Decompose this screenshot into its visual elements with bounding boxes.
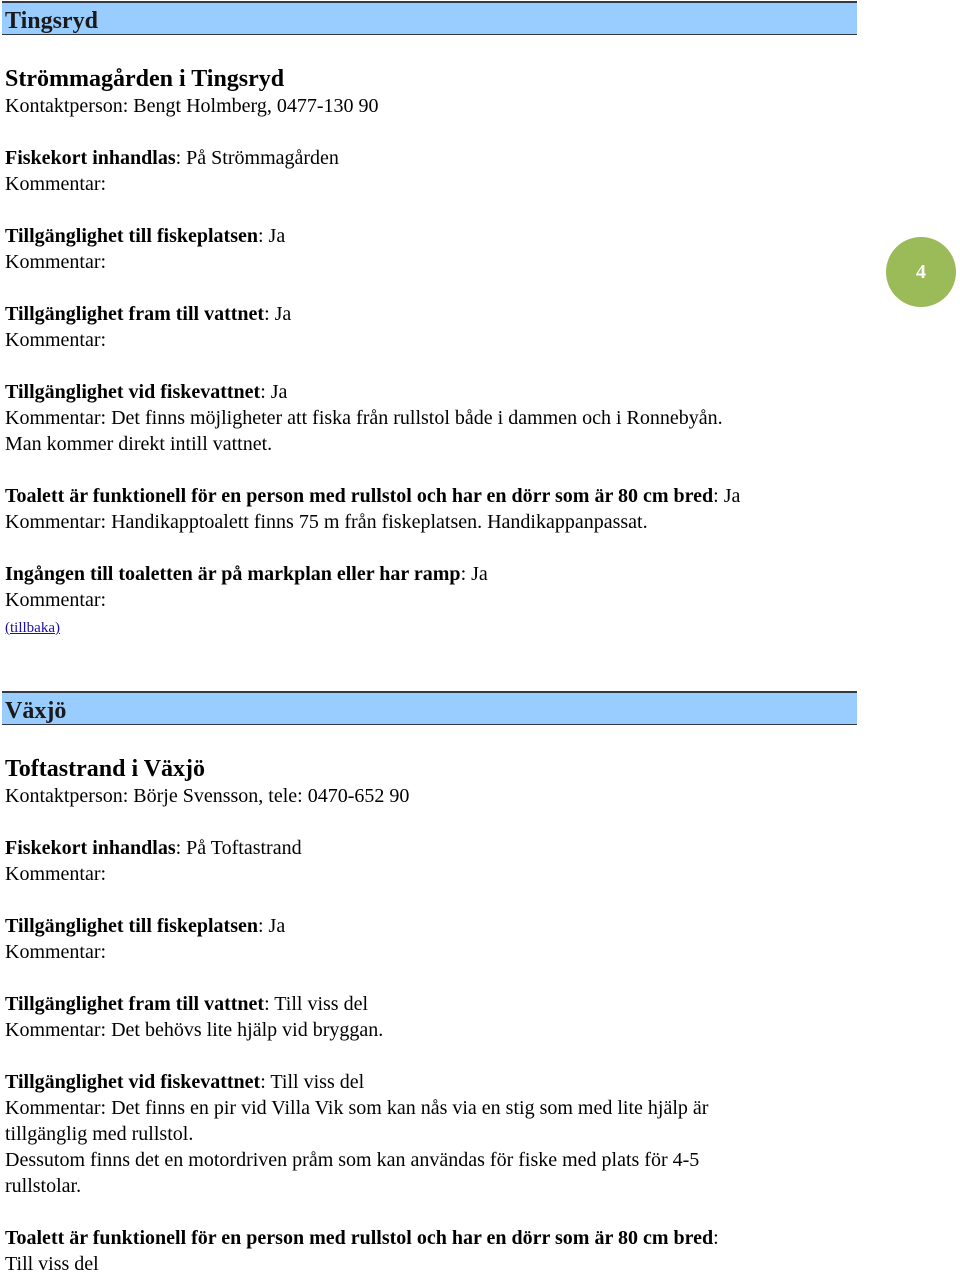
comment-label: Kommentar: [5,589,107,611]
field-label: Tillgänglighet till fiskeplatsen [5,225,258,247]
field-label: Fiskekort inhandlas [5,837,176,859]
field-label: Toalett är funktionell för en person med rullstol och har en dörr som är 80 cm bred [5,485,714,507]
till-fiskeplatsen-line [5,913,855,939]
fiskekort-line [5,145,855,171]
comment-line [5,171,855,197]
vid-fiskevattnet-line [5,1069,855,1095]
comment-text-cont: tillgänglig med rullstol. [5,1123,194,1145]
field-label: Tillgänglighet till fiskeplatsen [5,915,258,937]
page-number-badge: 4 [886,237,956,307]
field-value: : Ja [258,225,286,247]
comment-line [5,939,855,965]
back-link[interactable]: (tillbaka) [5,620,60,636]
contact-line: Kontaktperson: Bengt Holmberg, 0477-130 90 [5,95,379,117]
comment-line [5,1017,855,1043]
fram-till-vattnet-line [5,991,855,1017]
field-label: Tillgänglighet fram till vattnet [5,303,265,325]
comment-line [5,405,855,431]
comment-label: Kommentar: [5,251,107,273]
comment-line [5,509,855,535]
site-title: Toftastrand i Växjö [5,756,206,782]
field-label: Fiskekort inhandlas [5,147,176,169]
comment-text: Handikapptoalett finns 75 m från fiskeplatsen. Handikappanpassat. [106,511,648,533]
comment-label: Kommentar: [5,863,107,885]
comment-label: Kommentar: [5,511,107,533]
region-title: Växjö [5,698,67,724]
toalett-line [5,483,855,509]
comment-text-cont: Dessutom finns det en motordriven pråm som kan användas för fiske med plats för 4-5 [5,1149,700,1171]
field-value: : Till viss del [264,993,368,1015]
comment-label: Kommentar: [5,941,107,963]
field-value-cont: Till viss del [5,1253,99,1275]
comment-text: Det behövs lite hjälp vid bryggan. [106,1019,384,1041]
comment-line [5,861,855,887]
field-value: : Ja [713,485,741,507]
comment-text: Det finns en pir vid Villa Vik som kan nås via en stig som med lite hjälp är [106,1097,709,1119]
vid-fiskevattnet-line [5,379,855,405]
field-label: Toalett är funktionell för en person med rullstol och har en dörr som är 80 cm bred [5,1227,714,1249]
comment-line [5,587,855,613]
till-fiskeplatsen-line [5,223,855,249]
field-value: : [713,1227,719,1249]
region-header-tingsryd [2,1,857,35]
field-value: : Ja [264,303,292,325]
comment-line [5,1095,855,1121]
field-value: : På Strömmagården [175,147,339,169]
comment-label: Kommentar: [5,407,107,429]
comment-label: Kommentar: [5,173,107,195]
comment-label: Kommentar: [5,1019,107,1041]
comment-line [5,249,855,275]
comment-line [5,327,855,353]
field-value: : Ja [258,915,286,937]
site-block-strommagarden [5,65,855,639]
field-label: Tillgänglighet vid fiskevattnet [5,1071,261,1093]
field-label: Ingången till toaletten är på markplan eller har ramp [5,563,461,585]
region-header-vaxjo [2,691,857,725]
ingangen-line [5,561,855,587]
comment-label: Kommentar: [5,329,107,351]
field-value: : Ja [460,563,488,585]
site-title: Strömmagården i Tingsryd [5,66,285,92]
field-label: Tillgänglighet vid fiskevattnet [5,381,261,403]
field-value: : Till viss del [260,1071,365,1093]
fiskekort-line [5,835,855,861]
contact-line: Kontaktperson: Börje Svensson, tele: 0470-652 90 [5,785,410,807]
comment-text-cont: rullstolar. [5,1175,82,1197]
field-label: Tillgänglighet fram till vattnet [5,993,265,1015]
comment-label: Kommentar: [5,1097,107,1119]
toalett-line [5,1225,855,1251]
field-value: : Ja [260,381,288,403]
fram-till-vattnet-line [5,301,855,327]
field-value: : På Toftastrand [175,837,302,859]
site-block-toftastrand [5,755,855,1277]
region-title: Tingsryd [5,8,98,34]
comment-text: Det finns möjligheter att fiska från rullstol både i dammen och i Ronnebyån. [106,407,723,429]
comment-text-cont: Man kommer direkt intill vattnet. [5,433,273,455]
